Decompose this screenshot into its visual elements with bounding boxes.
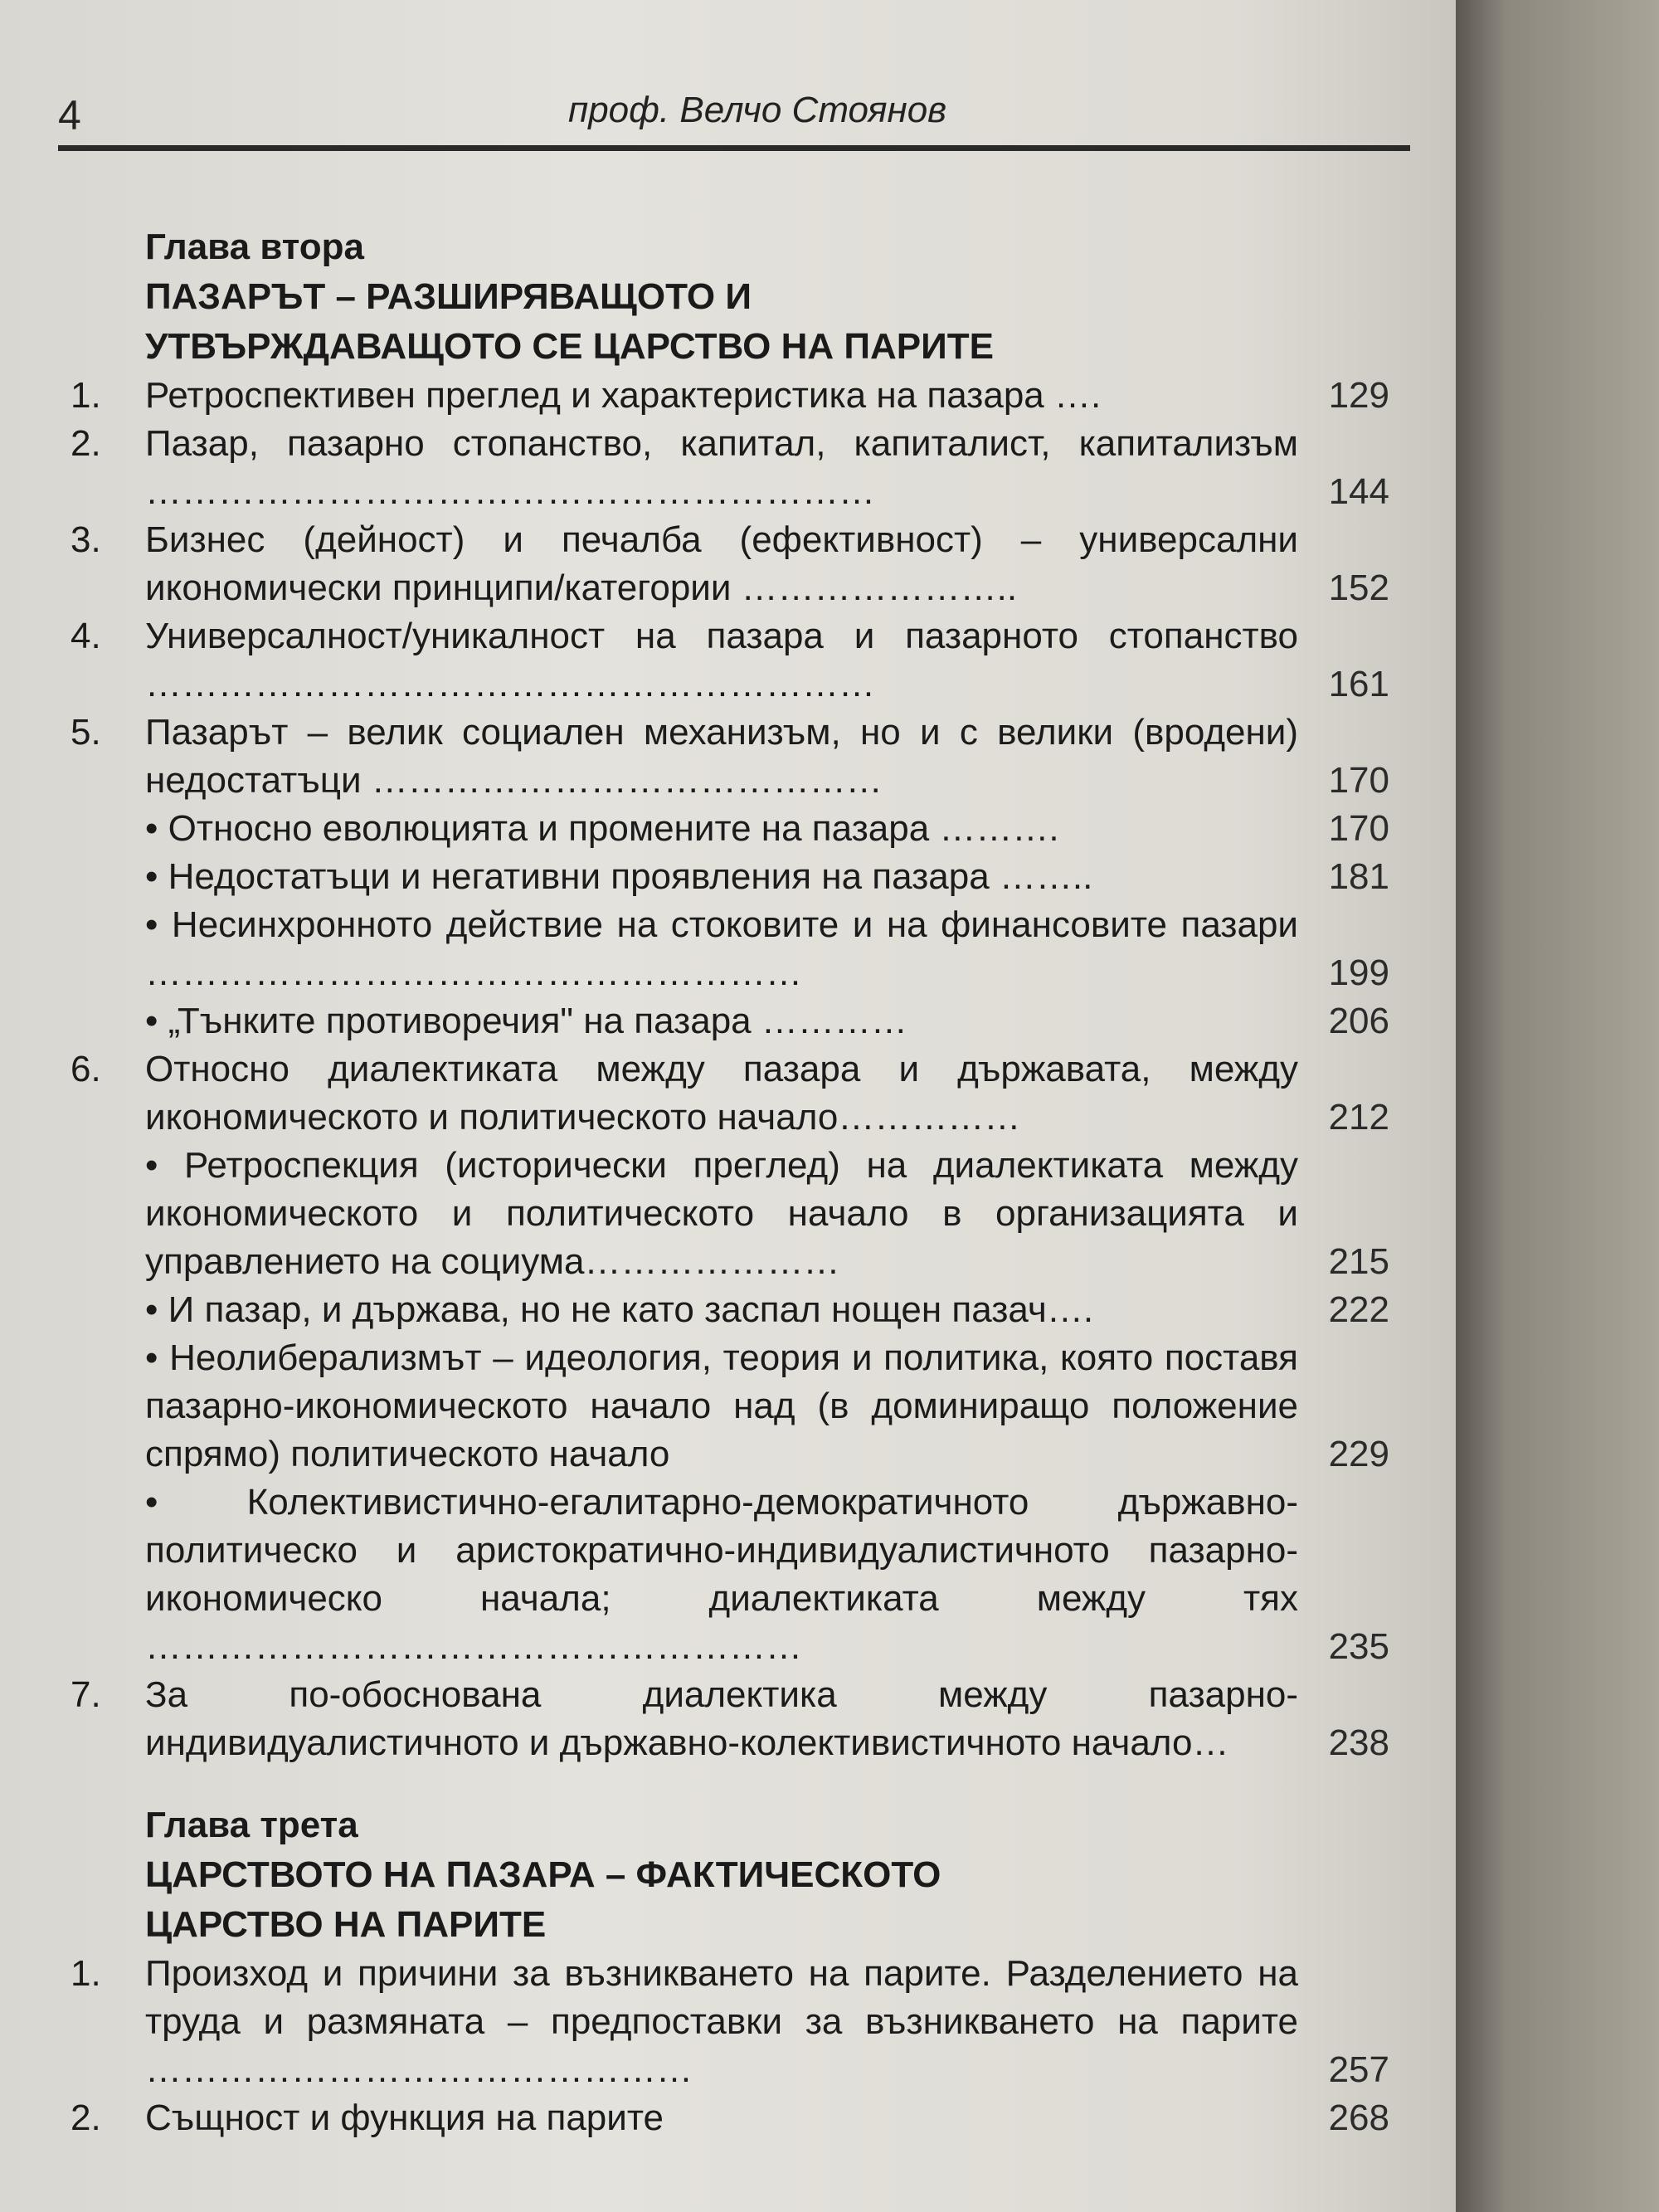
toc-subentry (71, 1479, 1398, 1671)
subentry-page: 181 (1328, 856, 1389, 897)
chapter-title: ЦАРСТВО НА ПАРИТЕ (145, 1904, 547, 1945)
entry-page: 161 (1328, 664, 1389, 704)
subentry-text: • Недостатъци и негативни проявления на пазара …….. (145, 853, 1298, 901)
entry-text: Относно диалектиката между пазара и държавата, между икономическото и политическото начало…………… (145, 1049, 1298, 1138)
entry-text: За по-обоснована диалектика между пазарно-индивидуалистичното и държавно-колективистичното начало… (145, 1674, 1298, 1763)
entry-number: 1. (71, 1953, 101, 1994)
subentry-text: • Несинхронното действие на стоковите и на финансовите пазари ……………………………………………… (145, 901, 1298, 997)
toc-entry (71, 1045, 1398, 1142)
entry-page: 212 (1328, 1097, 1389, 1138)
entry-number: 5. (71, 712, 101, 753)
chapter-label: Глава трета (145, 1805, 358, 1845)
toc-entry (71, 420, 1398, 516)
toc-entry (71, 612, 1398, 709)
toc-subentry (71, 1334, 1398, 1479)
table-of-contents (71, 222, 1398, 2142)
subentry-page: 215 (1328, 1241, 1389, 1282)
chapter-label: Глава втора (145, 227, 364, 267)
subentry-page: 199 (1328, 953, 1389, 993)
entry-page: 268 (1328, 2098, 1389, 2138)
subentry-page: 235 (1328, 1626, 1389, 1667)
subentry-text: • Колективистично-егалитарно-демократичното държавно-политическо и аристократично-индивидуалистичното пазарно-икономическо начала; диалектиката между тях ……………………………………………… (145, 1479, 1298, 1671)
entry-text: Пазар, пазарно стопанство, капитал, капиталист, капитализъм …………………………………………………… (145, 423, 1298, 512)
entry-page: 144 (1328, 471, 1389, 512)
toc-subentry (71, 805, 1398, 853)
entry-number: 7. (71, 1674, 101, 1715)
subentry-text: • Ретроспекция (исторически преглед) на диалектиката между икономическото и политическото начало в организацията и управлението на социума………………… (145, 1142, 1298, 1286)
subentry-page: 222 (1328, 1289, 1389, 1330)
subentry-page: 170 (1328, 808, 1389, 849)
chapter-title: ЦАРСТВОТО НА ПАЗАРА – ФАКТИЧЕСКОТО (145, 1854, 941, 1895)
subentry-text: • Относно еволюцията и промените на пазара ………. (145, 805, 1298, 853)
entry-number: 2. (71, 2098, 101, 2138)
subentry-page: 206 (1328, 1001, 1389, 1041)
subentry-text: • И пазар, и държава, но не като заспал нощен пазач…. (145, 1286, 1298, 1334)
entry-text: Пазарът – велик социален механизъм, но и с велики (вродени) недостатъци …………………………………… (145, 712, 1298, 801)
entry-number: 6. (71, 1049, 101, 1089)
chapter-title: ПАЗАРЪТ – РАЗШИРЯВАЩОТО И (145, 276, 752, 317)
entry-number: 4. (71, 616, 101, 656)
header-rule (58, 145, 1410, 151)
entry-text: Ретроспективен преглед и характеристика на пазара …. (145, 375, 1102, 416)
toc-entry (71, 372, 1398, 420)
subentry-text: • Неолиберализмът – идеология, теория и политика, която поставя пазарно-икономическото начало над (в доминиращо положение спрямо) политическото начало (145, 1334, 1298, 1479)
toc-entry (71, 709, 1398, 805)
entry-text: Бизнес (дейност) и печалба (ефективност) – универсални икономически принципи/категории ………………….. (145, 519, 1298, 608)
toc-subentry (71, 997, 1398, 1045)
chapter-title: УТВЪРЖДАВАЩОТО СЕ ЦАРСТВО НА ПАРИТЕ (145, 326, 994, 367)
entry-text: Същност и функция на парите (145, 2098, 664, 2138)
entry-page: 238 (1328, 1722, 1389, 1763)
subentry-page: 229 (1328, 1434, 1389, 1474)
subentry-text: • „Тънките противоречия" на пазара ………… (145, 997, 1298, 1045)
entry-number: 1. (71, 375, 101, 416)
entry-number: 3. (71, 519, 101, 560)
entry-page: 129 (1328, 375, 1389, 416)
running-head: проф. Велчо Стоянов (568, 90, 947, 130)
entry-text: Универсалност/уникалност на пазара и пазарното стопанство …………………………………………………… (145, 616, 1298, 704)
toc-entry (71, 1671, 1398, 1767)
adjacent-page-edge (1456, 0, 1659, 2212)
toc-entry (71, 2094, 1398, 2142)
page-header (58, 83, 1402, 139)
entry-page: 257 (1328, 2049, 1389, 2090)
page-number: 4 (58, 92, 81, 139)
toc-subentry (71, 853, 1398, 901)
toc-subentry (71, 1286, 1398, 1334)
entry-page: 152 (1328, 568, 1389, 608)
toc-subentry (71, 1142, 1398, 1286)
toc-entry (71, 1950, 1398, 2094)
toc-entry (71, 516, 1398, 612)
entry-number: 2. (71, 423, 101, 464)
toc-subentry (71, 901, 1398, 997)
entry-page: 170 (1328, 760, 1389, 801)
entry-text: Произход и причини за възникването на парите. Разделението на труда и размяната – предпоставки за възникването на парите ……………………………………… (145, 1953, 1298, 2090)
